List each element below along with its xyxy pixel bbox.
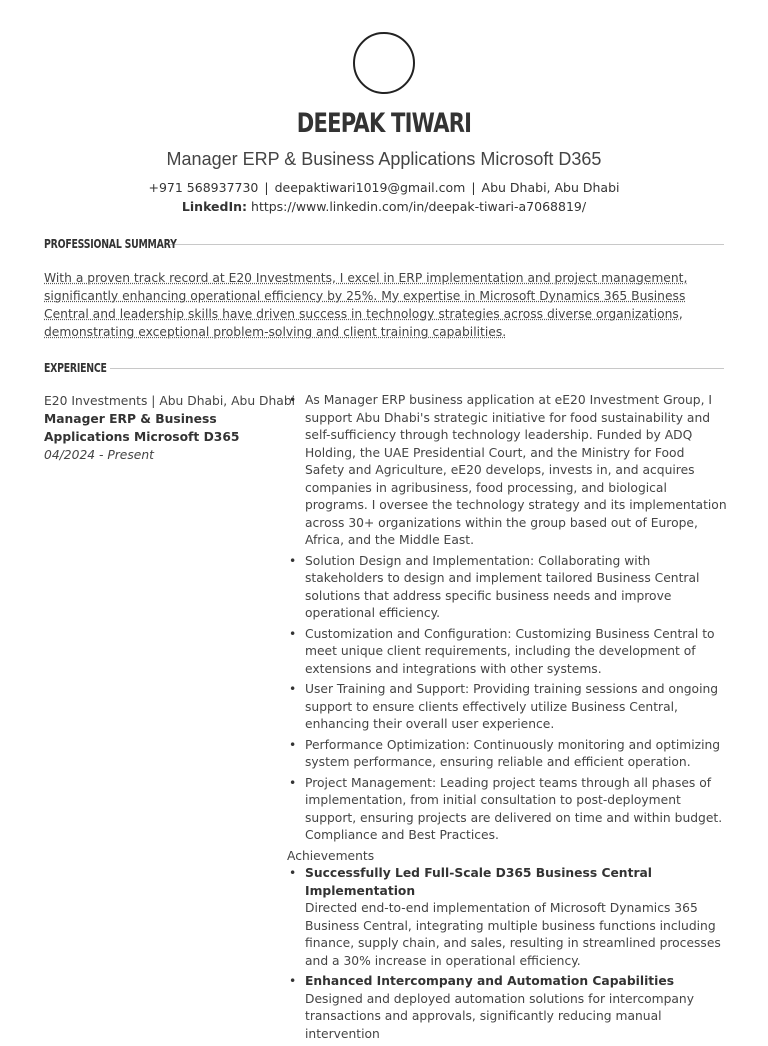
experience-title: EXPERIENCE <box>44 361 107 375</box>
avatar <box>353 32 415 94</box>
list-item: • Customization and Configuration: Customizing Business Central to meet unique client requirements, including the development of extensions and integrations with other systems. <box>287 626 727 679</box>
contact-line <box>0 180 768 195</box>
phone: +971 568937730 <box>148 180 259 195</box>
achievements-label: Achievements <box>287 848 375 863</box>
separator: | <box>471 180 476 195</box>
list-item: • Project Management: Leading project teams through all phases of implementation, from initial consultation to post-deployment support, ensuring projects are delivered on time and within budget. Compliance and Best Practices. <box>287 775 727 845</box>
location: Abu Dhabi, Abu Dhabi <box>481 180 620 195</box>
achievement-text: Directed end-to-end implementation of Microsoft Dynamics 365 Business Central, integrating multiple business functions including finance, supply chain, and sales, resulting in streamlined processes and a 30% increase in operational efficiency. <box>305 901 721 968</box>
achievement-title: • Enhanced Intercompany and Automation Capabilities <box>305 974 675 988</box>
linkedin-line <box>0 199 768 214</box>
job-bullets <box>287 392 727 845</box>
linkedin-label: LinkedIn: <box>181 199 248 214</box>
job-meta <box>44 392 296 464</box>
list-item: • Performance Optimization: Continuously monitoring and optimizing system performance, ensuring reliable and efficient operation. <box>287 737 727 772</box>
email[interactable]: deepaktiwari1019@gmail.com <box>274 180 466 195</box>
divider <box>110 368 724 369</box>
summary-section-header <box>44 236 724 252</box>
list-item: • Solution Design and Implementation: Collaborating with stakeholders to design and implement tailored Business Central solutions that address specific business needs and improve operational efficiency. <box>287 553 727 623</box>
candidate-name: DEEPAK TIWARI <box>296 108 472 139</box>
job-details <box>287 392 727 1046</box>
job-position: Manager ERP & Business Applications Microsoft D365 <box>44 412 240 444</box>
list-item <box>287 973 727 1043</box>
list-item: • User Training and Support: Providing training sessions and ongoing support to ensure clients effectively utilize Business Central, enhancing their overall user experience. <box>287 681 727 734</box>
job-company: E20 Investments | Abu Dhabi, Abu Dhabi <box>44 394 296 408</box>
achievement-title: • Successfully Led Full-Scale D365 Business Central Implementation <box>305 866 653 898</box>
summary-paragraph: With a proven track record at E20 Investments, I excel in ERP implementation and project management, significantly enhancing operational efficiency by 25%. My expertise in Microsoft Dynamics 365 Business Central and leadership skills have driven success in technology strategies across diverse organizations, demonstrating exceptional problem-solving and client training capabilities. <box>44 271 688 339</box>
linkedin-url[interactable]: https://www.linkedin.com/in/deepak-tiwari-a7068819/ <box>251 199 587 214</box>
divider <box>166 244 724 245</box>
list-item: • As Manager ERP business application at eE20 Investment Group, I support Abu Dhabi's strategic initiative for food sustainability and self-sufficiency through technology leadership. Funded by ADQ Holding, the UAE Presidential Court, and the Ministry for Food Safety and Agriculture, eE20 develops, invests in, and acquires companies in agribusiness, food processing, and biological programs. I oversee the technology strategy and its implementation across 30+ organizations within the group based out of Europe, Africa, and the Middle East. <box>287 392 727 550</box>
experience-section-header <box>44 360 724 376</box>
achievements-list <box>287 865 727 1043</box>
achievement-text: Designed and deployed automation solutions for intercompany transactions and approvals, significantly reducing manual intervention <box>305 991 694 1041</box>
separator: | <box>264 180 269 195</box>
summary-title: PROFESSIONAL SUMMARY <box>44 237 177 251</box>
summary-text <box>44 269 726 341</box>
candidate-role: Manager ERP & Business Applications Microsoft D365 <box>166 149 602 169</box>
list-item <box>287 865 727 970</box>
job-dates: 04/2024 - Present <box>44 448 154 462</box>
